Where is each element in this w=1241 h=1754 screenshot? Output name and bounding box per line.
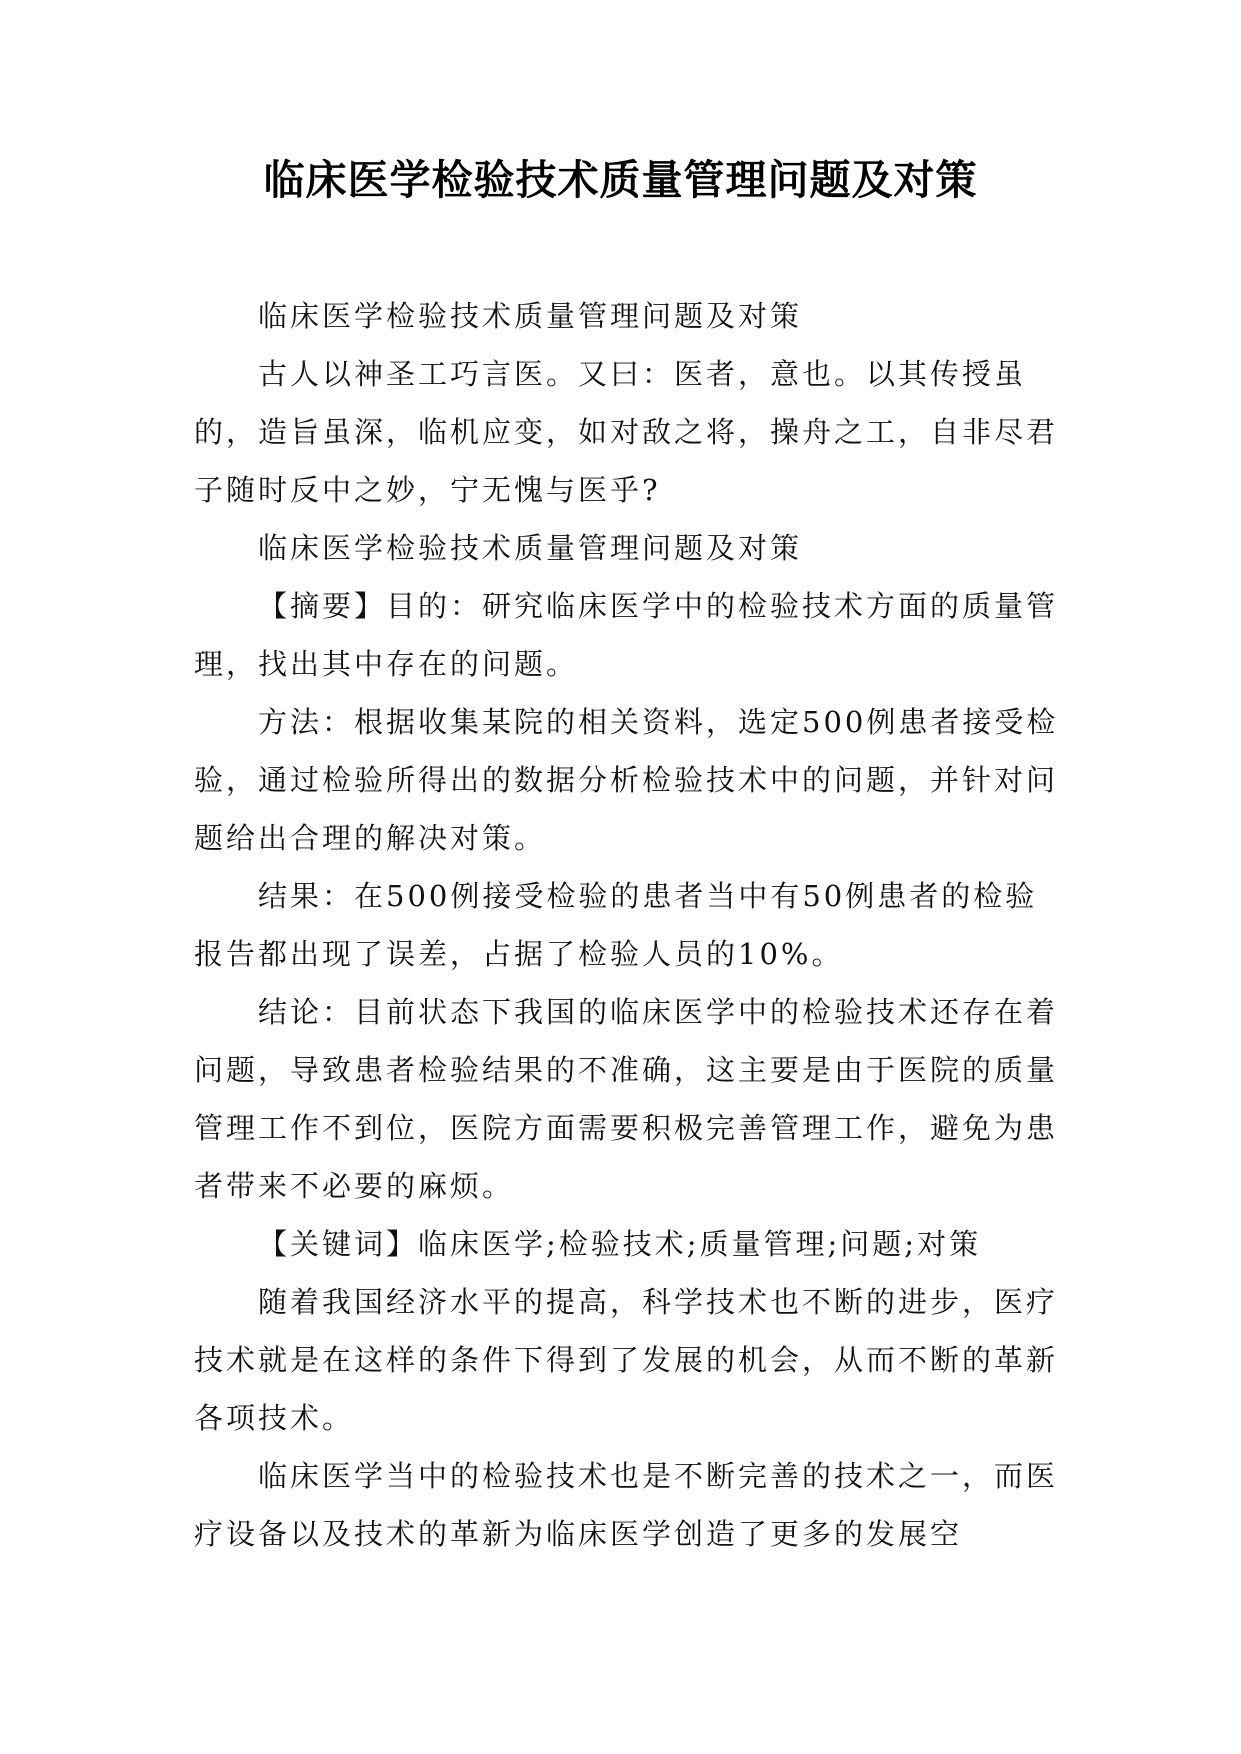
paragraph-quote: 古人以神圣工巧言医。又曰：医者，意也。以其传授虽的，造旨虽深，临机应变，如对敌之将，操舟之工，自非尽君子随时反中之妙，宁无愧与医乎?: [194, 357, 1059, 507]
paragraph-abstract-result: 结果：在500例接受检验的患者当中有50例患者的检验报告都出现了误差，占据了检验人员的10%。: [194, 879, 1038, 971]
paragraph-keywords: 【关键词】临床医学;检验技术;质量管理;问题;对策: [258, 1227, 982, 1261]
paragraph-abstract-method: 方法：根据收集某院的相关资料，选定500例患者接受检验，通过检验所得出的数据分析检验技术中的问题，并针对问题给出合理的解决对策。: [194, 705, 1059, 855]
paragraph-subtitle-repeat: 临床医学检验技术质量管理问题及对策: [258, 531, 803, 565]
paragraph-intro-1: 随着我国经济水平的提高，科学技术也不断的进步，医疗技术就是在这样的条件下得到了发展的机会，从而不断的革新各项技术。: [194, 1285, 1059, 1435]
paragraph-abstract-objective: 【摘要】目的：研究临床医学中的检验技术方面的质量管理，找出其中存在的问题。: [194, 589, 1059, 681]
paragraph-intro-2: 临床医学当中的检验技术也是不断完善的技术之一，而医疗设备以及技术的革新为临床医学创造了更多的发展空: [194, 1459, 1059, 1551]
document-title: 临床医学检验技术质量管理问题及对策: [263, 156, 978, 204]
paragraph-abstract-conclusion: 结论：目前状态下我国的临床医学中的检验技术还存在着问题，导致患者检验结果的不准确，这主要是由于医院的质量管理工作不到位，医院方面需要积极完善管理工作，避免为患者带来不必要的麻烦。: [194, 995, 1059, 1203]
paragraph-subtitle: 临床医学检验技术质量管理问题及对策: [258, 299, 803, 333]
document-body: [194, 287, 1060, 1563]
